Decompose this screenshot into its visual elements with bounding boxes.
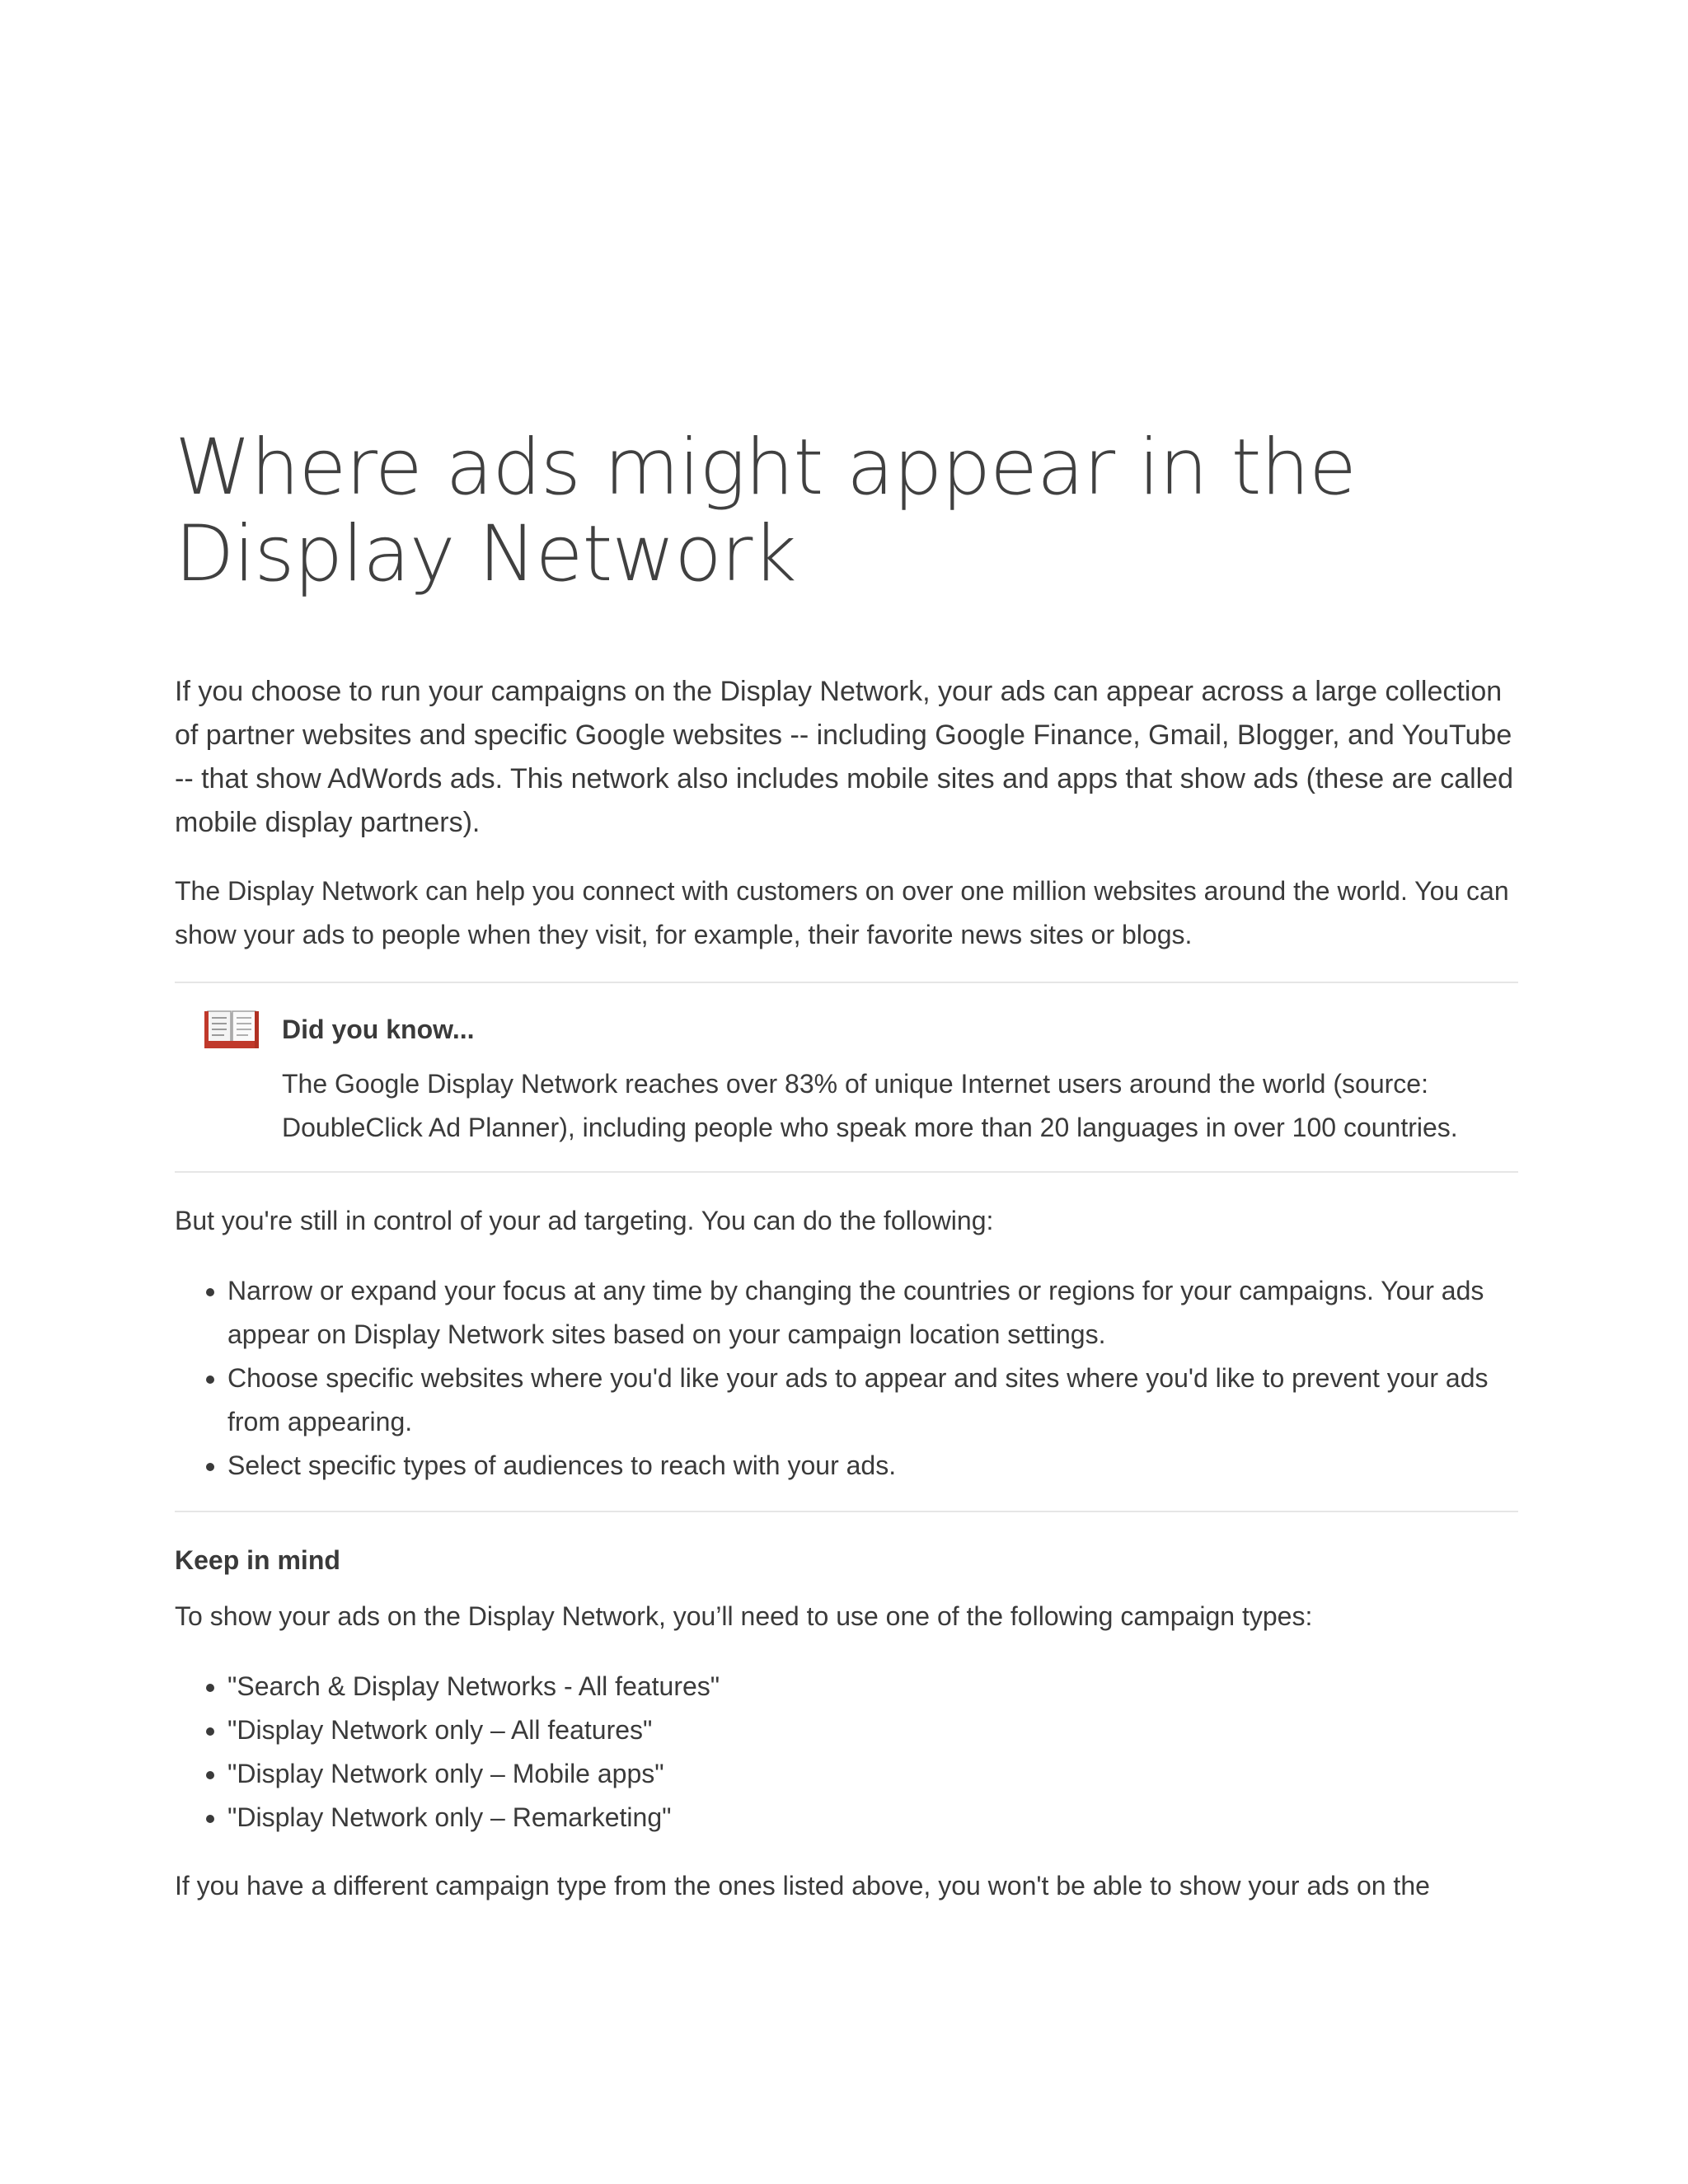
callout-title: Did you know... xyxy=(282,1015,475,1044)
callout-body: The Google Display Network reaches over 83% of unique Internet users around the world (source: DoubleClick Ad Planner), including people who speak more than 20 languages in over 100 countries. xyxy=(282,1069,1458,1142)
book-icon xyxy=(203,1005,260,1051)
list-item: • "Display Network only – All features" xyxy=(227,1708,1518,1752)
list-item: • "Display Network only – Remarketing" xyxy=(227,1796,1518,1840)
list-item: • Choose specific websites where you'd like your ads to appear and sites where you'd like to prevent your ads from appearing. xyxy=(227,1357,1518,1444)
reach-paragraph: The Display Network can help you connect with customers on over one million websites around the world. You can show your ads to people when they visit, for example, their favorite news sites or blogs. xyxy=(175,876,1509,949)
article xyxy=(175,424,1518,1908)
page-title: Where ads might appear in the Display Network xyxy=(175,423,1356,599)
campaign-types-list xyxy=(175,1665,1518,1840)
intro-paragraph: If you choose to run your campaigns on the Display Network, your ads can appear across a large collection of partner websites and specific Google websites -- including Google Finance, Gmail, Blogger, and YouTube -- that show AdWords ads. This network also includes mobile sites and apps that show ads (these are called mobile display partners). xyxy=(175,676,1514,838)
list-item: • "Display Network only – Mobile apps" xyxy=(227,1752,1518,1796)
list-item: • Narrow or expand your focus at any time by changing the countries or regions for your campaigns. Your ads appear on Display Network sites based on your campaign location settings. xyxy=(227,1269,1518,1357)
control-list xyxy=(175,1269,1518,1488)
keep-in-mind-title: Keep in mind xyxy=(175,1545,340,1575)
control-intro: But you're still in control of your ad targeting. You can do the following: xyxy=(175,1206,994,1235)
list-item: • Select specific types of audiences to reach with your ads. xyxy=(227,1444,1518,1488)
closing-paragraph: If you have a different campaign type from the ones listed above, you won't be able to show your ads on the xyxy=(175,1871,1430,1900)
section-divider xyxy=(175,1511,1518,1512)
list-item: • "Search & Display Networks - All features" xyxy=(227,1665,1518,1708)
keep-in-mind-intro: To show your ads on the Display Network, you’ll need to use one of the following campaign types: xyxy=(175,1601,1313,1631)
did-you-know-callout xyxy=(175,982,1518,1173)
